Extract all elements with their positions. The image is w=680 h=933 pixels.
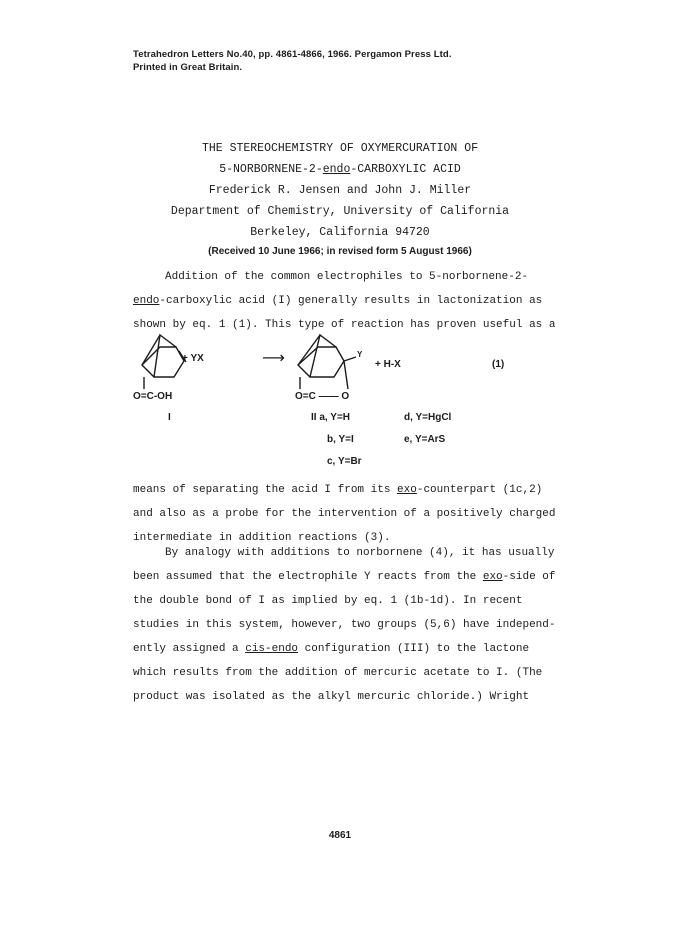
compound-label-c: c, Y=Br [327,456,362,467]
text-line: shown by eq. 1 (1). This type of reaction has proven useful as a [133,319,556,331]
text-line: intermediate in addition reactions (3). [133,532,391,544]
text-line: which results from the addition of mercuric acetate to I. (The [133,667,543,679]
paper-title-line2: 5-NORBORNENE-2-endo-CARBOXYLIC ACID [219,163,461,176]
text-line: By analogy with additions to norbornene (4), it has usually [165,547,555,559]
norbornene-structure [142,335,186,389]
paragraph-3 [133,541,563,709]
page-number: 4861 [328,830,352,841]
plus-yx: + YX [182,353,204,364]
affiliation-city: Berkeley, California 94720 [250,226,430,239]
paragraph-2 [133,478,563,550]
reaction-arrow: ⟶ [262,350,285,367]
text-line: product was isolated as the alkyl mercuric chloride.) Wright [133,691,530,703]
received-date: (Received 10 June 1966; in revised form 5 August 1966) [208,246,472,257]
compound-label-d: d, Y=HgCl [404,412,452,423]
lactone-group-label: O=C —— O [295,391,350,402]
text-line: been assumed that the electrophile Y reacts from the exo-side of [133,571,556,583]
text-line: means of separating the acid I from its exo-counterpart (1c,2) [133,484,543,496]
text-line: endo-carboxylic acid (I) generally results in lactonization as [133,295,543,307]
substituent-y: Y [357,350,363,359]
compound-label-IIa: II a, Y=H [311,412,351,423]
lactone-structure [298,335,356,389]
compound-label-e: e, Y=ArS [404,434,446,445]
printed-in: Printed in Great Britain. [133,62,243,73]
acid-group-label: O=C-OH [133,391,173,402]
text-line: ently assigned a cis-endo configuration (III) to the lactone [133,643,530,655]
text-line: Addition of the common electrophiles to 5-norbornene-2- [165,271,529,283]
authors: Frederick R. Jensen and John J. Miller [208,184,472,197]
plus-hx: + H-X [375,359,401,370]
text-line: and also as a probe for the intervention of a positively charged [133,508,556,520]
text-line: the double bond of I as implied by eq. 1 (1b-1d). In recent [133,595,523,607]
compound-label-b: b, Y=I [327,434,354,445]
reaction-scheme [130,325,570,475]
affiliation-dept: Department of Chemistry, University of California [170,205,510,218]
compound-label-I: I [168,412,171,423]
journal-citation: Tetrahedron Letters No.40, pp. 4861-4866, 1966. Pergamon Press Ltd. [133,49,452,60]
equation-number: (1) [492,359,505,370]
text-line: studies in this system, however, two groups (5,6) have independ- [133,619,556,631]
paper-title-line1: THE STEREOCHEMISTRY OF OXYMERCURATION OF [201,142,479,155]
